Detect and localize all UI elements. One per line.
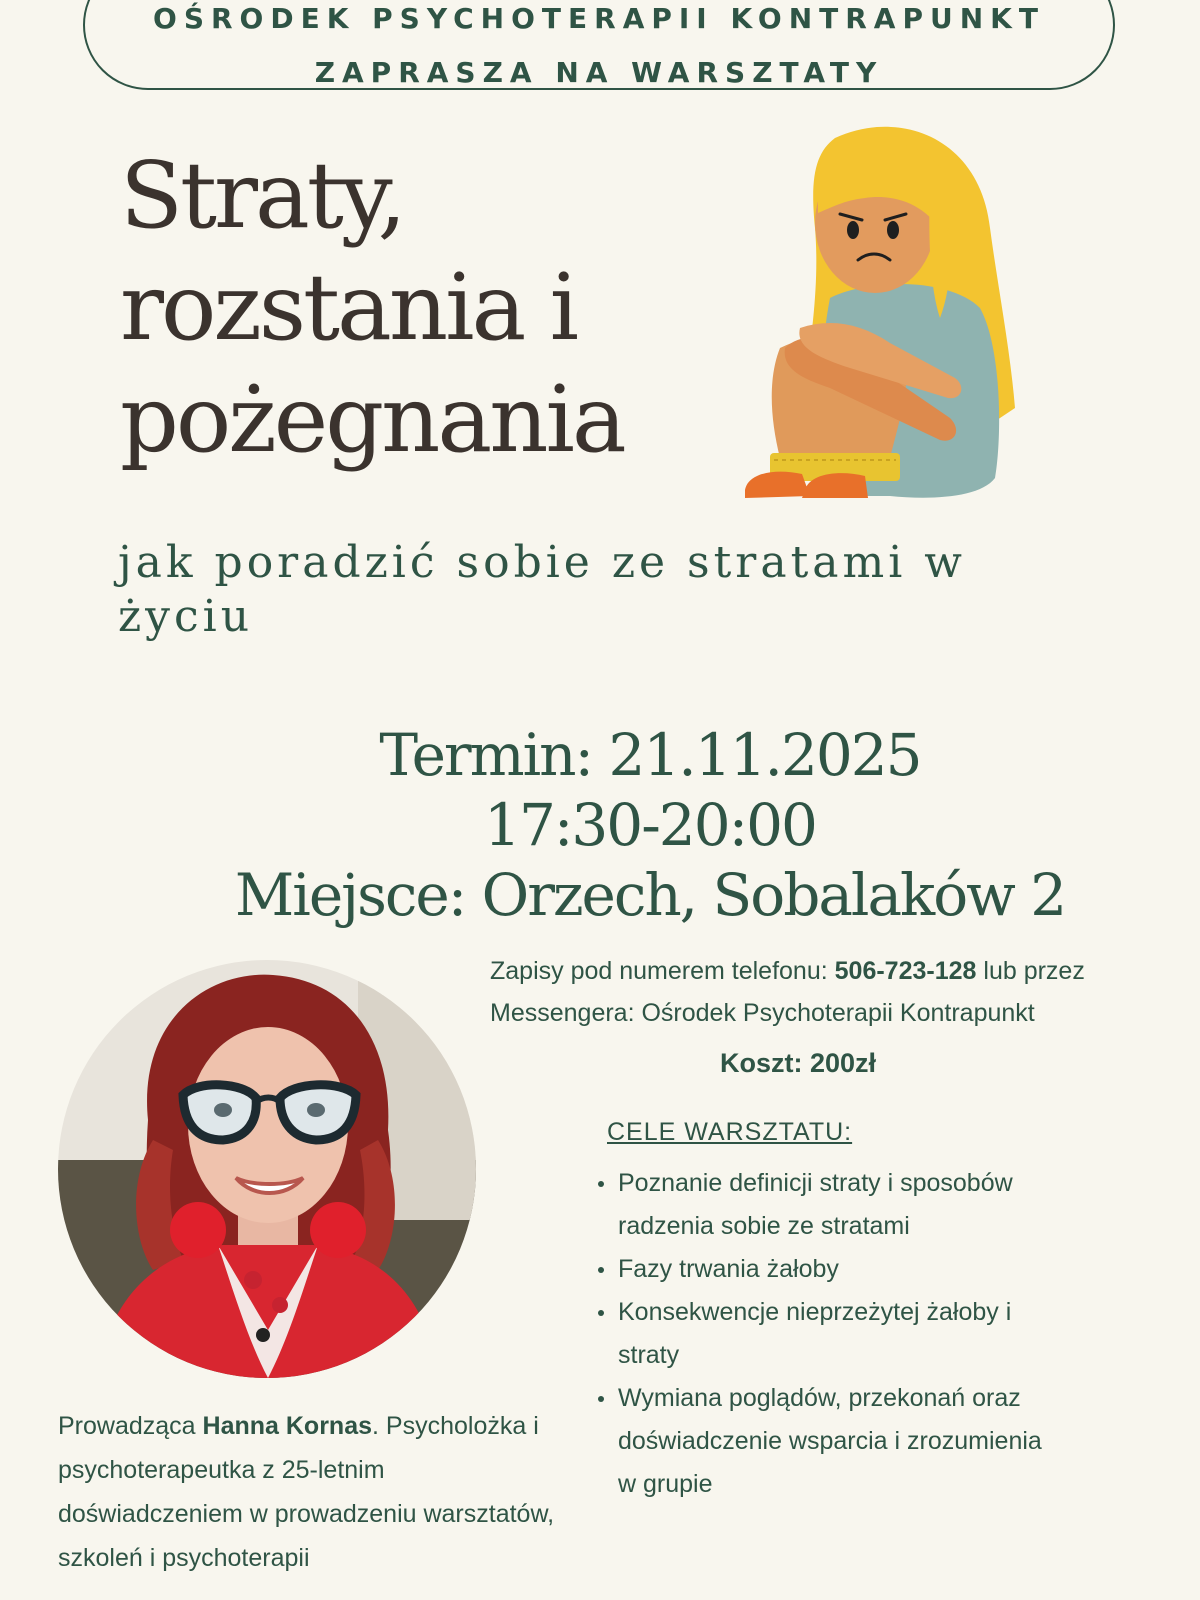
cost-label: Koszt: 200zł (720, 1048, 877, 1078)
title-line-3: pożegnania (120, 366, 624, 473)
header-badge (83, 0, 1115, 90)
title-line-1: Straty, (120, 142, 404, 249)
signup-prefix: Zapisy pod numerem telefonu: (490, 957, 835, 985)
event-place: Miejsce: Orzech, Sobalaków 2 (234, 861, 1066, 929)
header-line-1: OŚRODEK PSYCHOTERAPII KONTRAPUNKT (153, 2, 1045, 35)
signup-suffix: lub przez Messengera: Ośrodek Psychoterapii Kontrapunkt (490, 957, 1085, 1027)
event-date: Termin: 21.11.2025 (379, 721, 921, 789)
list-item: Konsekwencje nieprzeżytej żałoby i straty (598, 1291, 1048, 1377)
signup-info (490, 950, 1170, 1034)
presenter-portrait (58, 960, 476, 1378)
presenter-name: Hanna Kornas (202, 1412, 373, 1440)
bio-suffix: . Psycholożka i psychoterapeutka z 25-letnim doświadczeniem w prowadzeniu warsztatów, szkoleń i psychoterapii (58, 1412, 555, 1572)
phone-number[interactable]: 506-723-128 (834, 957, 977, 985)
header-line-2: ZAPRASZA NA WARSZTATY (314, 56, 884, 89)
bio-prefix: Prowadząca (58, 1412, 203, 1440)
title-line-2: rozstania i (120, 254, 577, 361)
goals-list (598, 1162, 1048, 1506)
subtitle: jak poradzić sobie ze stratami w życiu (118, 537, 966, 642)
presenter-bio (58, 1404, 558, 1580)
list-item: Fazy trwania żałoby (598, 1248, 1048, 1291)
sad-girl-illustration (740, 118, 1030, 508)
event-time: 17:30-20:00 (484, 791, 816, 859)
event-details (150, 720, 1150, 930)
page-title (120, 140, 624, 476)
list-item: Wymiana poglądów, przekonań oraz doświadczenie wsparcia i zrozumienia w grupie (598, 1377, 1048, 1506)
goals-heading: CELE WARSZTATU: (607, 1118, 853, 1146)
list-item: Poznanie definicji straty i sposobów radzenia sobie ze stratami (598, 1162, 1048, 1248)
